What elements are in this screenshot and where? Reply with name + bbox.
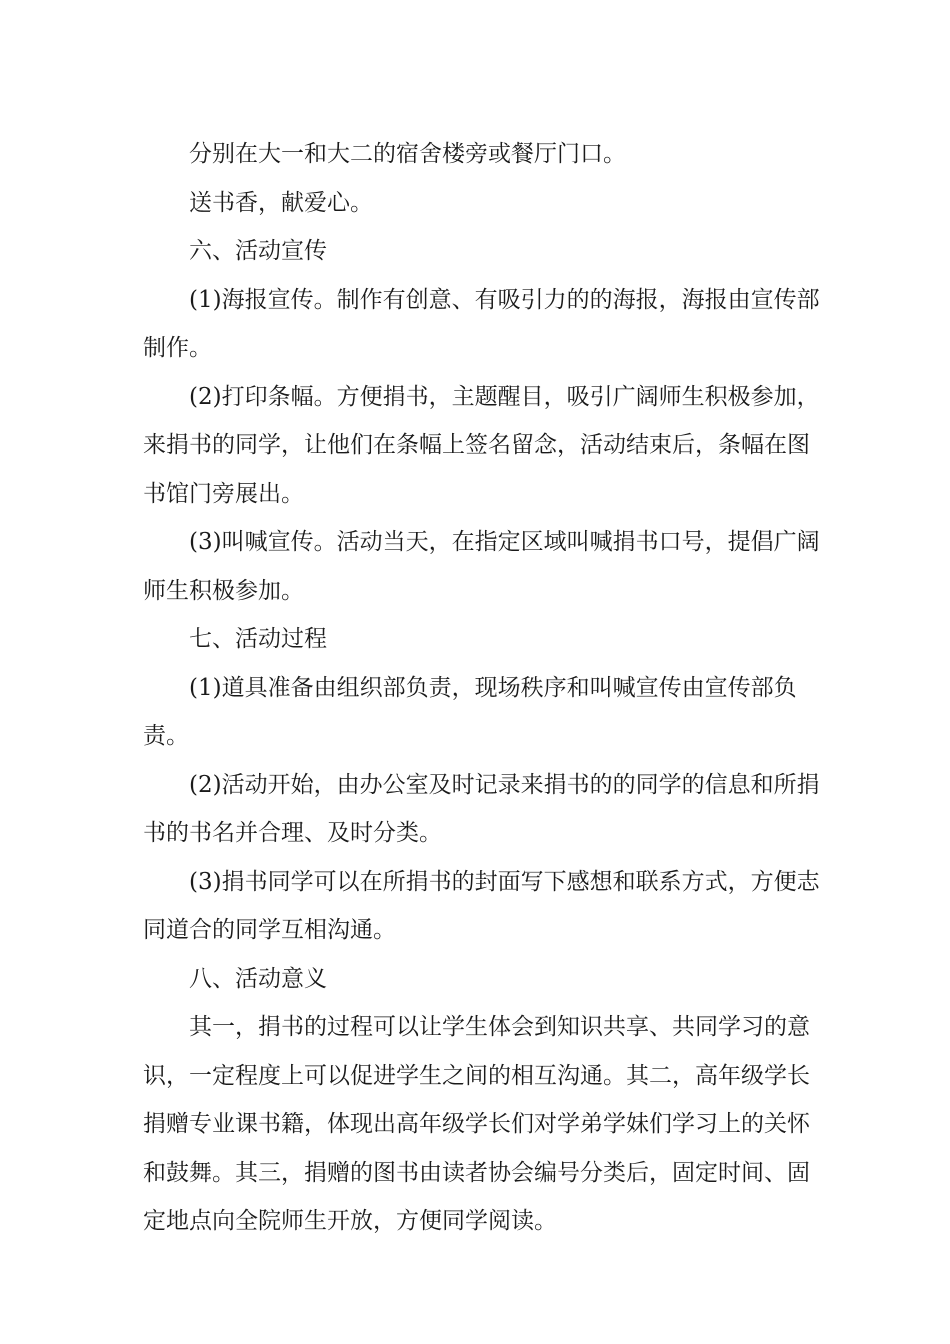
document-body — [143, 130, 823, 1246]
paragraph-slogan: 送书香，献爱心。 — [189, 189, 373, 216]
paragraph-donor-notes: (3)捐书同学可以在所捐书的封面写下感想和联系方式，方便志同道合的同学互相沟通。 — [143, 868, 820, 943]
paragraph-location: 分别在大一和大二的宿舍楼旁或餐厅门口。 — [189, 141, 626, 167]
paragraph-props-preparation: (1)道具准备由组织部负责，现场秩序和叫喊宣传由宣传部负责。 — [143, 674, 797, 749]
paragraph-shouting-promotion: (3)叫喊宣传。活动当天，在指定区域叫喊捐书口号，提倡广阔师生积极参加。 — [143, 529, 820, 604]
paragraph-poster-promotion: (1)海报宣传。制作有创意、有吸引力的的海报，海报由宣传部制作。 — [143, 286, 820, 361]
heading-activity-significance: 八、活动意义 — [189, 965, 327, 992]
paragraph-significance: 其一，捐书的过程可以让学生体会到知识共享、共同学习的意识，一定程度上可以促进学生之间的相互沟通。其二，高年级学长捐赠专业课书籍，体现出高年级学长们对学弟学妹们学习上的关怀和鼓舞。其三，捐赠的图书由读者协会编号分类后，固定时间、固定地点向全院师生开放，方便同学阅读。 — [143, 1014, 810, 1234]
heading-activity-promotion: 六、活动宣传 — [189, 238, 327, 264]
heading-activity-process: 七、活动过程 — [189, 626, 327, 652]
paragraph-activity-start: (2)活动开始，由办公室及时记录来捐书的的同学的信息和所捐书的书名并合理、及时分类。 — [143, 771, 820, 846]
paragraph-banner-printing: (2)打印条幅。方便捐书，主题醒目，吸引广阔师生积极参加，来捐书的同学，让他们在条幅上签名留念，活动结束后，条幅在图书馆门旁展出。 — [143, 383, 820, 507]
